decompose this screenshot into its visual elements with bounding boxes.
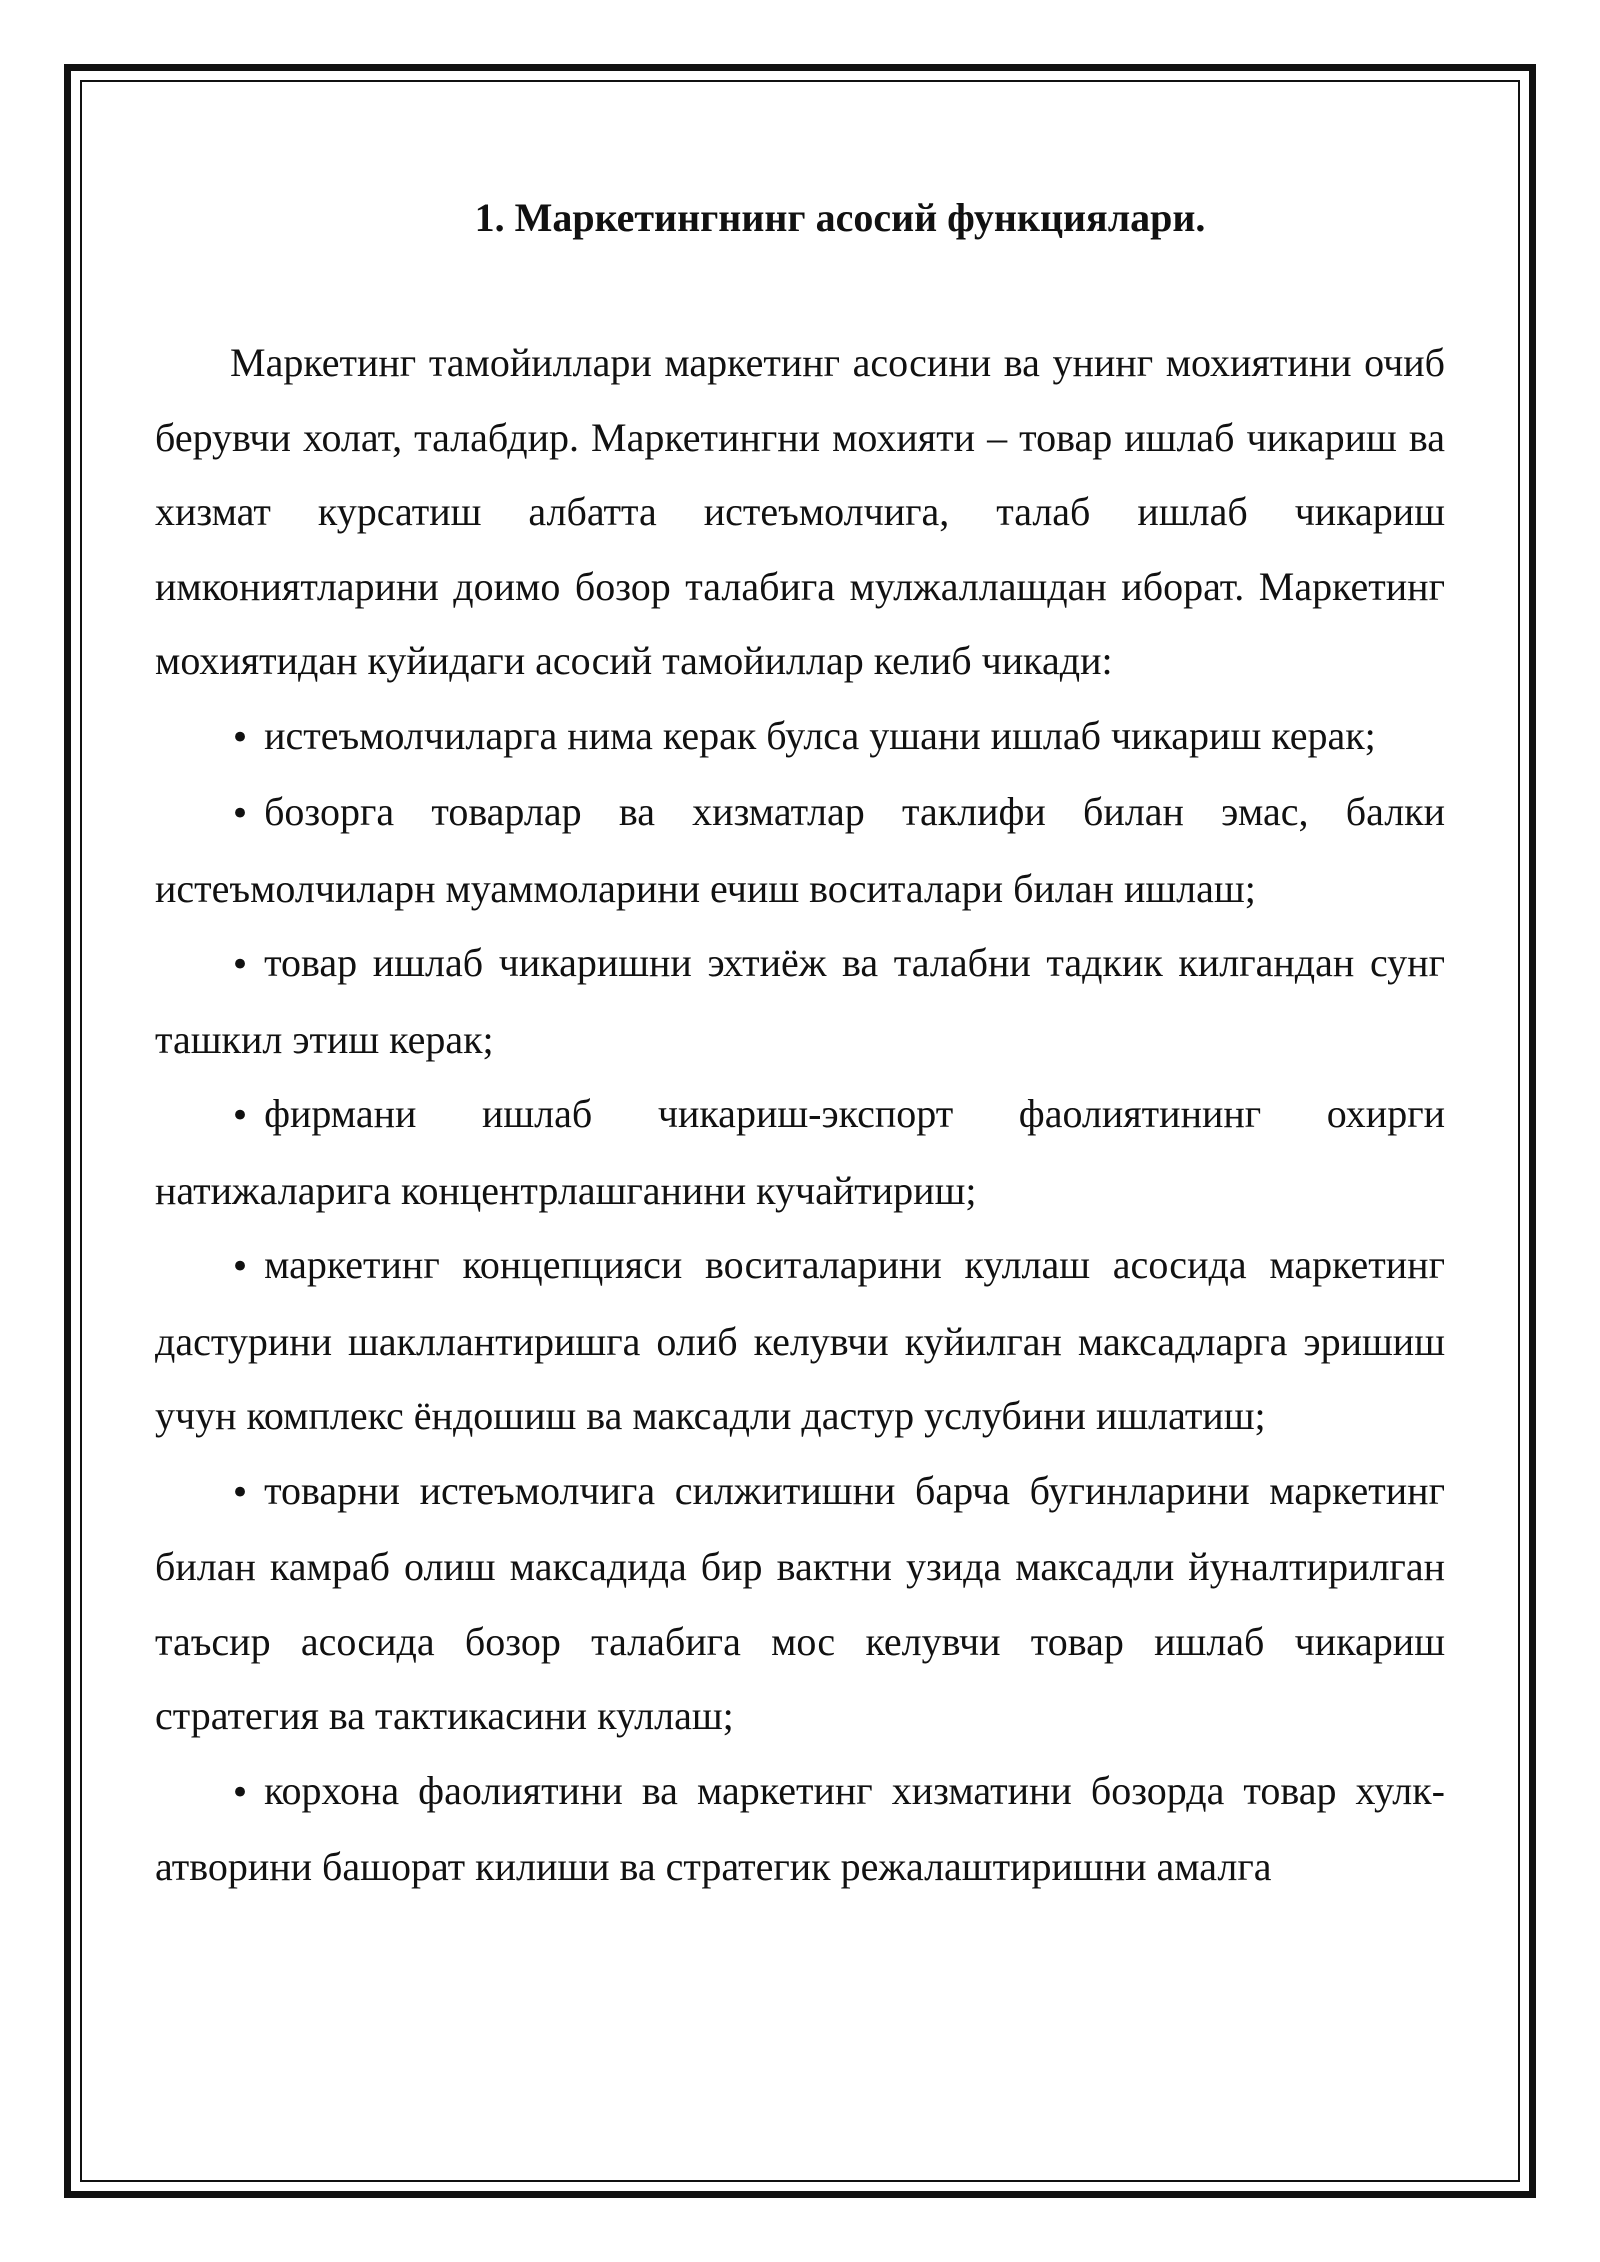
bullet-item xyxy=(155,1228,1445,1454)
bullet-item xyxy=(155,699,1445,776)
bullet-text: истеъмолчиларга нима керак булса ушани ишлаб чикариш керак; xyxy=(264,712,1376,758)
bullet-item xyxy=(155,775,1445,926)
intro-paragraph: Маркетинг тамойиллари маркетинг асосини ва унинг мохиятини очиб берувчи холат, талабдир. Маркетингни мохияти – товар ишлаб чикариш ва хизмат курсатиш албатта истеъмолчига, талаб ишлаб чикариш имкониятларини доимо бозор талабига мулжаллашдан иборат. Маркетинг мохиятидан куйидаги асосий тамойиллар келиб чикади: xyxy=(155,340,1445,683)
bullet-text: бозорга товарлар ва хизматлар таклифи билан эмас, балки истеъмолчиларн муаммоларини ечиш воситалари билан ишлаш; xyxy=(155,789,1445,911)
document-body xyxy=(155,326,1445,1905)
bullet-item xyxy=(155,1754,1445,1905)
bullet-text: фирмани ишлаб чикариш-экспорт фаолиятининг охирги натижаларига концентрлашганини кучайтириш; xyxy=(155,1091,1445,1213)
bullet-icon: • xyxy=(230,717,251,758)
bullet-icon: • xyxy=(230,1096,251,1136)
bullet-icon: • xyxy=(230,945,251,985)
bullet-text: товар ишлаб чикаришни эхтиёж ва талабни тадкик килгандан сунг ташкил этиш керак; xyxy=(155,940,1445,1062)
bullet-icon: • xyxy=(230,1472,251,1513)
bullet-item xyxy=(155,926,1445,1077)
bullet-item xyxy=(155,1454,1445,1754)
bullet-text: маркетинг концепцияси воситаларини куллаш асосида маркетинг дастурини шакллантиришга олиб келувчи куйилган максадларга эришиш учун комплекс ёндошиш ва максадли дастур услубини ишлатиш; xyxy=(155,1242,1445,1438)
bullet-icon: • xyxy=(230,1772,251,1813)
bullet-icon: • xyxy=(230,1247,251,1287)
bullet-icon: • xyxy=(230,794,251,834)
bullet-text: товарни истеъмолчига силжитишни барча бугинларини маркетинг билан камраб олиш максадида бир вактни узида максадли йуналтирилган таъсир асосида бозор талабига мос келувчи товар ишлаб чикариш стратегия ва тактикасини куллаш; xyxy=(155,1467,1445,1738)
bullet-item xyxy=(155,1077,1445,1228)
section-heading: 1. Маркетингнинг асосий функциялари. xyxy=(474,195,1206,240)
bullet-text: корхона фаолиятини ва маркетинг хизматини бозорда товар хулк-атворини башорат килиши ва стратегик режалаштиришни амалга xyxy=(155,1767,1445,1889)
